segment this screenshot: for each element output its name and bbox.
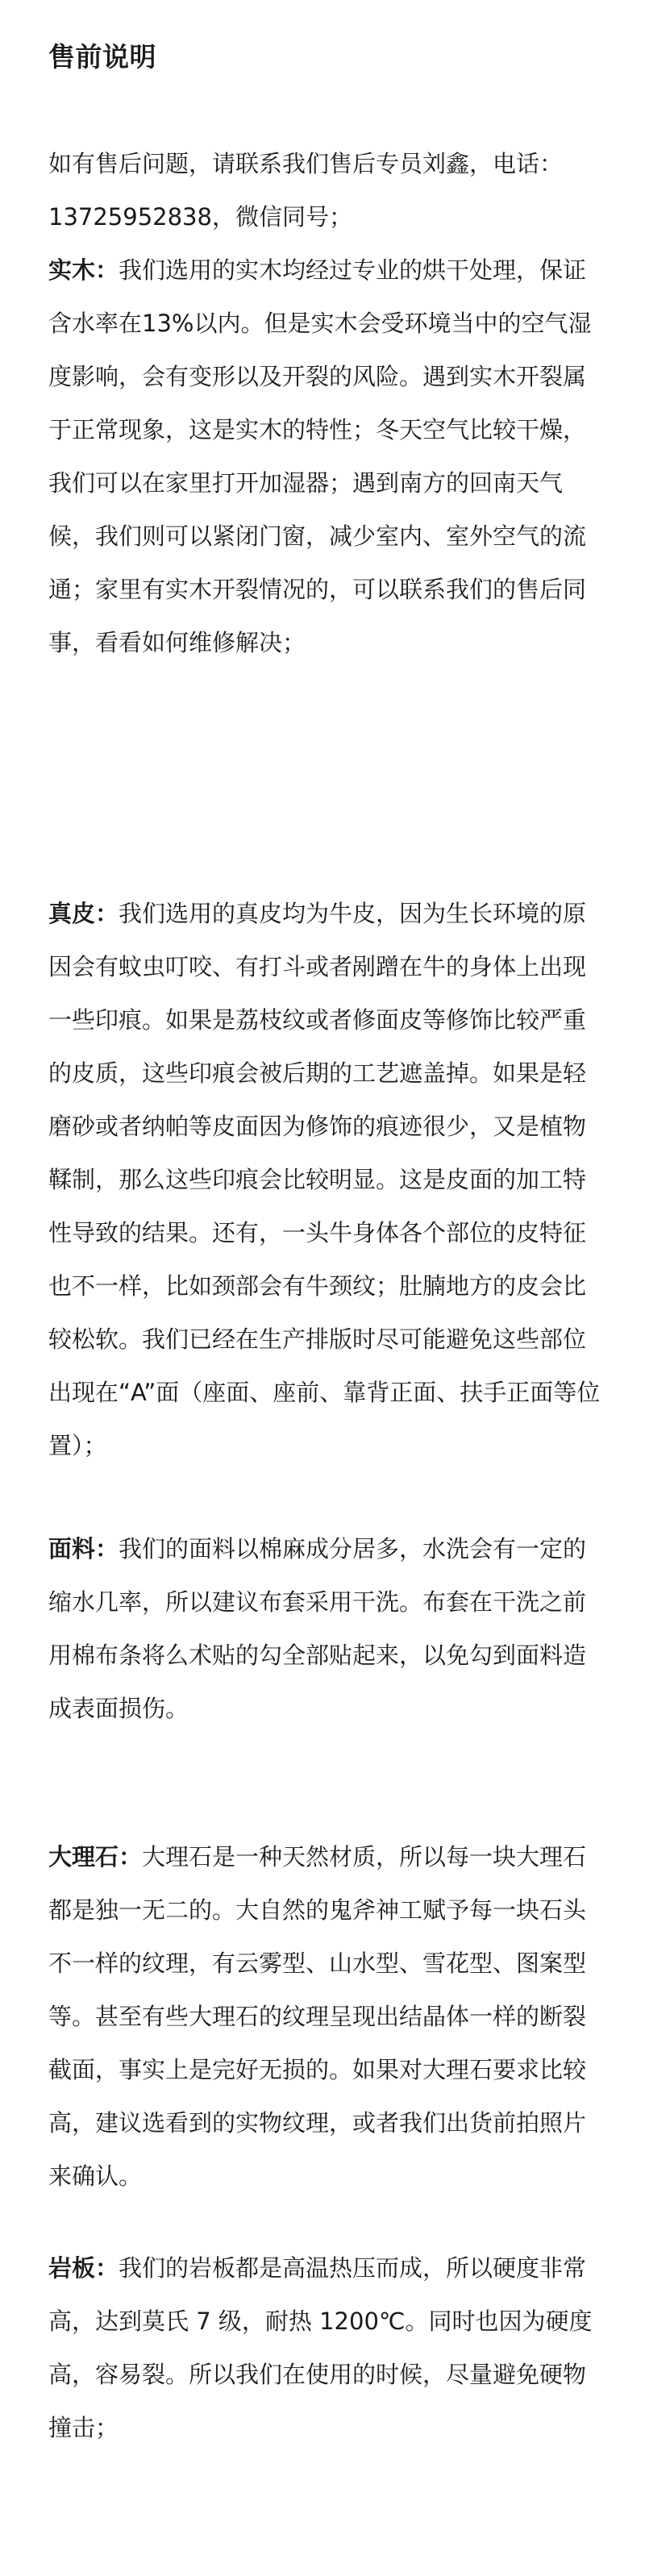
contact-paragraph: 如有售后问题，请联系我们售后专员刘鑫，电话：13725952838，微信同号； — [48, 150, 564, 231]
section-heading: 实木： — [48, 256, 119, 284]
section-body: 我们选用的真皮均为牛皮，因为生长环境的原因会有蚊虫叮咬、有打斗或者剐蹭在牛的身体上出现一些印痕。如果是荔枝纹或者修面皮等修饰比较严重的皮质，这些印痕会被后期的工艺遮盖掉。如果是轻磨砂或者纳帕等皮面因为修饰的痕迹很少，又是植物鞣制，那么这些印痕会比较明显。这是皮面的加工特性导致的结果。还有，一头牛身体各个部位的皮特征也不一样，比如颈部会有牛颈纹；肚腩地方的皮会比较松软。我们已经在生产排版时尽可能避免这些部位出现在“A”面（座面、座前、靠背正面、扶手正面等位置）； — [48, 900, 601, 1459]
section-heading: 大理石： — [48, 1843, 143, 1871]
section-body: 我们选用的实木均经过专业的烘干处理，保证含水率在13%以内。但是实木会受环境当中的空气湿度影响，会有变形以及开裂的风险。遇到实木开裂属于正常现象，这是实木的特性；冬天空气比较干燥，我们可以在家里打开加湿器；遇到南方的回南天气候，我们则可以紧闭门窗，减少室内、室外空气的流通；家里有实木开裂情况的，可以联系我们的售后同事，看看如何维修解决； — [48, 256, 592, 656]
section-heading: 岩板： — [48, 2254, 119, 2282]
section-sintered-stone — [48, 2241, 605, 2454]
section-body: 我们的岩板都是高温热压而成，所以硬度非常高，达到莫氏 7 级，耐热 1200℃。同时也因为硬度高，容易裂。所以我们在使用的时候，尽量避免硬物撞击； — [48, 2254, 593, 2441]
section-heading: 真皮： — [48, 900, 119, 927]
section-leather — [48, 887, 605, 1472]
section-body: 大理石是一种天然材质，所以每一块大理石都是独一无二的。大自然的鬼斧神工赋予每一块石头不一样的纹理，有云雾型、山水型、雪花型、图案型等。甚至有些大理石的纹理呈现出结晶体一样的断裂截面，事实上是完好无损的。如果对大理石要求比较高，建议选看到的实物纹理，或者我们出货前拍照片来确认。 — [48, 1843, 587, 2190]
section-marble — [48, 1830, 605, 2203]
section-heading: 面料： — [48, 1535, 119, 1563]
section-body: 我们的面料以棉麻成分居多，水洗会有一定的缩水几率，所以建议布套采用干洗。布套在干洗之前用棉布条将么术贴的勾全部贴起来，以免勾到面料造成表面损伤。 — [48, 1535, 587, 1722]
section-fabric — [48, 1522, 605, 1735]
page-title: 售前说明 — [48, 41, 156, 73]
section-solid-wood — [48, 243, 605, 669]
